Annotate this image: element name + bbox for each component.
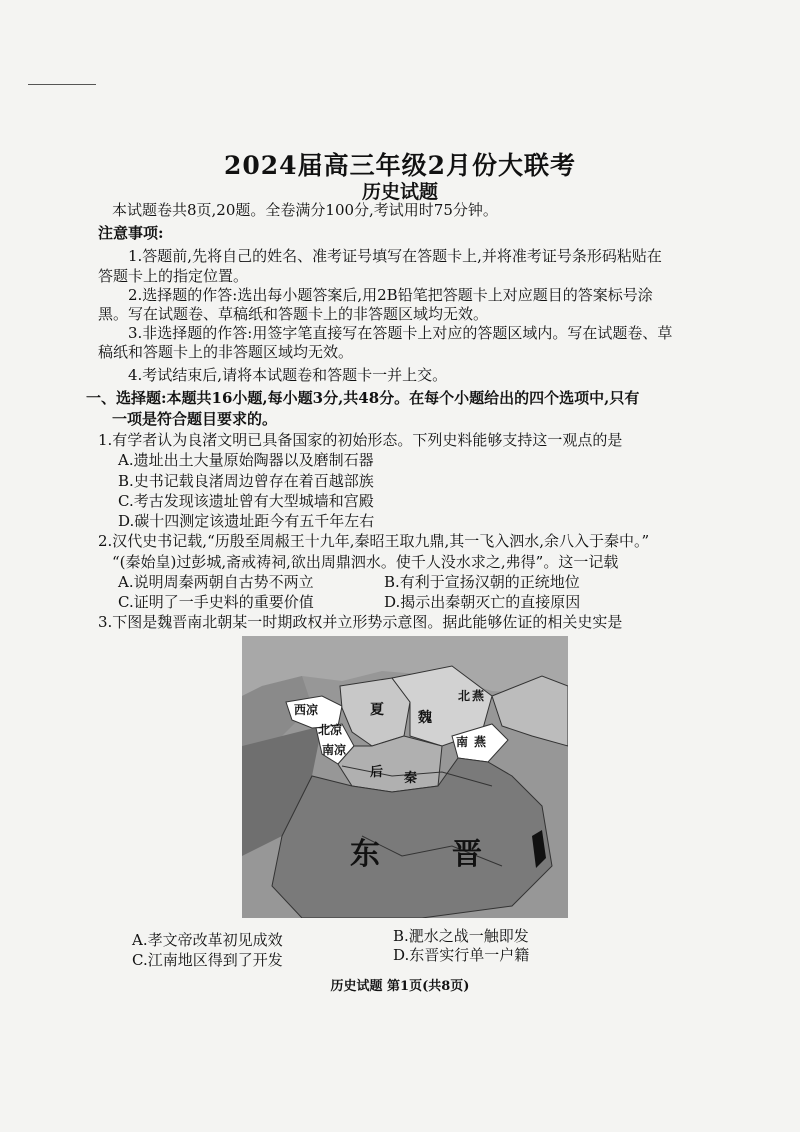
map-label-nan: 南 [456,735,469,749]
q3-stem: 3.下图是魏晋南北朝某一时期政权并立形势示意图。据此能够佐证的相关史实是 [98,613,623,631]
q1-stem: 1.有学者认为良渚文明已具备国家的初始形态。下列史料能够支持这一观点的是 [98,431,623,449]
q1-option-c: C.考古发现该遗址曾有大型城墙和宫殿 [118,492,374,510]
q2-option-d: D.揭示出秦朝灭亡的直接原因 [384,593,581,611]
section-heading: 一、选择题:本题共16小题,每小题3分,共48分。在每个小题给出的四个选项中,只有 [86,389,640,407]
notice-heading: 注意事项: [98,224,164,242]
map-label-nanyan: 燕 [474,735,487,749]
map-label-xiliang: 西凉 [294,703,319,717]
map-label-nanliang: 南凉 [322,743,347,757]
q1-option-a: A.遗址出土大量原始陶器以及磨制石器 [118,451,374,469]
q2-stem-2: “(秦始皇)过彭城,斋戒祷祠,欲出周鼎泗水。使千人没水求之,弗得”。这一记载 [112,553,619,571]
q2-option-b: B.有利于宣扬汉朝的正统地位 [384,573,580,591]
notice-line-4: 黑。写在试题卷、草稿纸和答题卡上的非答题区域均无效。 [98,305,489,323]
q3-option-d: D.东晋实行单一户籍 [393,946,530,964]
q1-option-d: D.碳十四测定该遗址距今有五千年左右 [118,512,375,530]
notice-line-3: 2.选择题的作答:选出每小题答案后,用2B铅笔把答题卡上对应题目的答案标号涂 [128,286,653,304]
q2-option-a: A.说明周秦两朝自古势不两立 [118,573,314,591]
exam-intro: 本试题卷共8页,20题。全卷满分100分,考试用时75分钟。 [112,201,498,219]
map-label-qin: 秦 [404,771,418,786]
section-heading-cont: 一项是符合题目要求的。 [112,410,278,428]
q3-option-a: A.孝文帝改革初见成效 [132,931,283,949]
map-label-jin: 晋 [452,837,482,872]
exam-subject: 历史试题 [361,181,438,203]
map-svg [242,636,568,918]
map-label-wei: 魏 [418,710,432,726]
q1-option-b: B.史书记载良渚周边曾存在着百越部族 [118,472,374,490]
historical-map [242,636,568,918]
notice-line-7: 4.考试结束后,请将本试题卷和答题卡一并上交。 [128,366,448,384]
notice-line-2: 答题卡上的指定位置。 [98,267,249,285]
map-label-yan: 燕 [472,689,485,703]
notice-line-1: 1.答题前,先将自己的姓名、准考证号填写在答题卡上,并将准考证号条形码粘贴在 [128,247,662,265]
map-label-xia: 夏 [370,702,384,718]
q2-stem-1: 2.汉代史书记载,“历殷至周赧王十九年,秦昭王取九鼎,其一飞入泗水,余八入于秦中。” [98,532,650,550]
q3-option-b: B.淝水之战一触即发 [393,927,529,945]
exam-title: 2024届高三年级2月份大联考 [224,151,576,180]
page-corner-mark [28,84,96,85]
map-label-bei: 北 [458,689,471,703]
notice-line-6: 稿纸和答题卡上的非答题区域均无效。 [98,343,354,361]
q3-option-c: C.江南地区得到了开发 [132,951,283,969]
q2-option-c: C.证明了一手史料的重要价值 [118,593,314,611]
map-label-dong: 东 [350,837,380,872]
page-footer: 历史试题 第1页(共8页) [330,979,470,994]
notice-line-5: 3.非选择题的作答:用签字笔直接写在答题卡上对应的答题区域内。写在试题卷、草 [128,324,673,342]
map-label-beiliang: 北凉 [318,723,343,737]
map-label-hou: 后 [370,765,384,780]
